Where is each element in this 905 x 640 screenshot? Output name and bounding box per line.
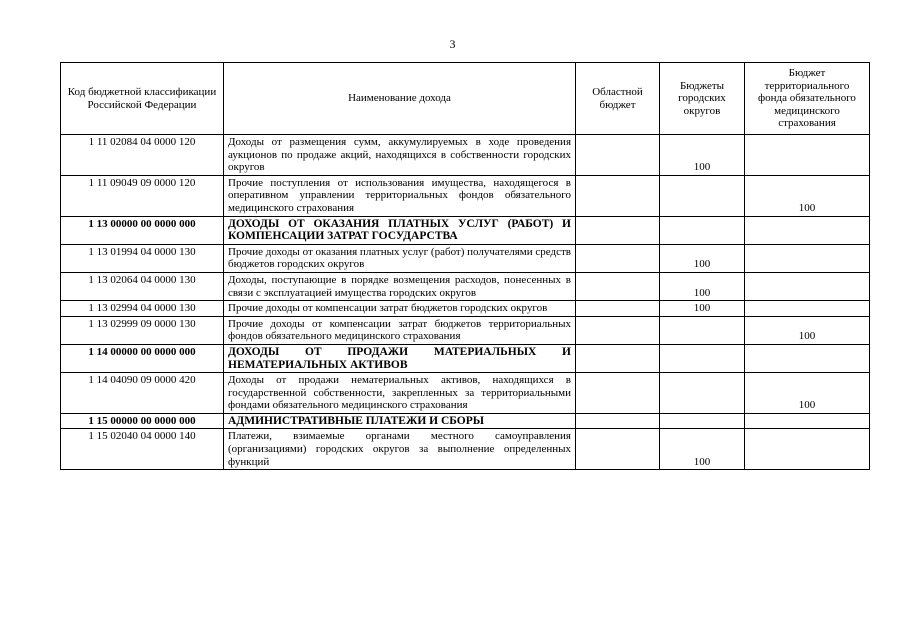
row-city-value: 100 xyxy=(660,244,745,272)
table-row xyxy=(61,301,870,317)
table-row xyxy=(61,316,870,344)
row-fund-value: 100 xyxy=(745,175,870,216)
header-city-budgets: Бюджеты городских округов xyxy=(660,63,745,135)
row-name: Прочие поступления от использования имущества, находящегося в оперативном управлении территориальных фондов обязательного медицинского страхования xyxy=(224,175,576,216)
row-code: 1 15 02040 04 0000 140 xyxy=(61,429,224,470)
row-code: 1 11 09049 09 0000 120 xyxy=(61,175,224,216)
row-regional-value xyxy=(576,175,660,216)
row-regional-value xyxy=(576,429,660,470)
row-city-value xyxy=(660,316,745,344)
row-fund-value xyxy=(745,216,870,244)
row-fund-value xyxy=(745,413,870,429)
row-regional-value xyxy=(576,301,660,317)
row-regional-value xyxy=(576,244,660,272)
row-city-value xyxy=(660,216,745,244)
row-fund-value xyxy=(745,301,870,317)
row-city-value xyxy=(660,175,745,216)
table-row xyxy=(61,413,870,429)
table-row xyxy=(61,344,870,372)
row-name: ДОХОДЫ ОТ ОКАЗАНИЯ ПЛАТНЫХ УСЛУГ (РАБОТ) И КОМПЕНСАЦИИ ЗАТРАТ ГОСУДАРСТВА xyxy=(224,216,576,244)
row-name: ДОХОДЫ ОТ ПРОДАЖИ МАТЕРИАЛЬНЫХ И НЕМАТЕРИАЛЬНЫХ АКТИВОВ xyxy=(224,344,576,372)
table-row xyxy=(61,272,870,300)
row-code: 1 14 00000 00 0000 000 xyxy=(61,344,224,372)
table-row xyxy=(61,429,870,470)
revenue-table xyxy=(60,62,870,470)
row-code: 1 15 00000 00 0000 000 xyxy=(61,413,224,429)
row-code: 1 13 01994 04 0000 130 xyxy=(61,244,224,272)
table-row xyxy=(61,373,870,414)
row-name: Прочие доходы от оказания платных услуг (работ) получателями средств бюджетов городских округов xyxy=(224,244,576,272)
row-regional-value xyxy=(576,344,660,372)
header-regional-budget: Областной бюджет xyxy=(576,63,660,135)
row-name: Прочие доходы от компенсации затрат бюджетов городских округов xyxy=(224,301,576,317)
row-name: АДМИНИСТРАТИВНЫЕ ПЛАТЕЖИ И СБОРЫ xyxy=(224,413,576,429)
row-city-value xyxy=(660,413,745,429)
row-fund-value xyxy=(745,135,870,176)
table-header-row xyxy=(61,63,870,135)
row-code: 1 14 04090 09 0000 420 xyxy=(61,373,224,414)
row-code: 1 13 02999 09 0000 130 xyxy=(61,316,224,344)
row-city-value: 100 xyxy=(660,429,745,470)
row-regional-value xyxy=(576,272,660,300)
header-code: Код бюджетной классификации Российской Федерации xyxy=(61,63,224,135)
row-name: Прочие доходы от компенсации затрат бюджетов территориальных фондов обязательного медицинского страхования xyxy=(224,316,576,344)
table-row xyxy=(61,216,870,244)
row-regional-value xyxy=(576,135,660,176)
row-name: Доходы, поступающие в порядке возмещения расходов, понесенных в связи с эксплуатацией имущества городских округов xyxy=(224,272,576,300)
row-regional-value xyxy=(576,216,660,244)
row-city-value: 100 xyxy=(660,135,745,176)
row-code: 1 11 02084 04 0000 120 xyxy=(61,135,224,176)
page-number: 3 xyxy=(449,37,456,51)
row-fund-value: 100 xyxy=(745,316,870,344)
row-code: 1 13 00000 00 0000 000 xyxy=(61,216,224,244)
row-city-value xyxy=(660,344,745,372)
table-row xyxy=(61,135,870,176)
row-name: Доходы от продажи нематериальных активов, находящихся в государственной собственности, закрепленных за территориальными фондами обязательного медицинского страхования xyxy=(224,373,576,414)
row-name: Доходы от размещения сумм, аккумулируемых в ходе проведения аукционов по продаже акций, находящихся в собственности городских округов xyxy=(224,135,576,176)
row-code: 1 13 02994 04 0000 130 xyxy=(61,301,224,317)
table-row xyxy=(61,175,870,216)
row-regional-value xyxy=(576,413,660,429)
header-fund-budget: Бюджет территориального фонда обязательного медицинского страхования xyxy=(745,63,870,135)
row-city-value xyxy=(660,373,745,414)
row-regional-value xyxy=(576,373,660,414)
row-fund-value xyxy=(745,244,870,272)
row-regional-value xyxy=(576,316,660,344)
row-name: Платежи, взимаемые органами местного самоуправления (организациями) городских округов за выполнение определенных функций xyxy=(224,429,576,470)
row-fund-value: 100 xyxy=(745,373,870,414)
row-city-value: 100 xyxy=(660,301,745,317)
row-fund-value xyxy=(745,344,870,372)
row-city-value: 100 xyxy=(660,272,745,300)
row-fund-value xyxy=(745,272,870,300)
row-code: 1 13 02064 04 0000 130 xyxy=(61,272,224,300)
row-fund-value xyxy=(745,429,870,470)
header-name: Наименование дохода xyxy=(224,63,576,135)
table-row xyxy=(61,244,870,272)
